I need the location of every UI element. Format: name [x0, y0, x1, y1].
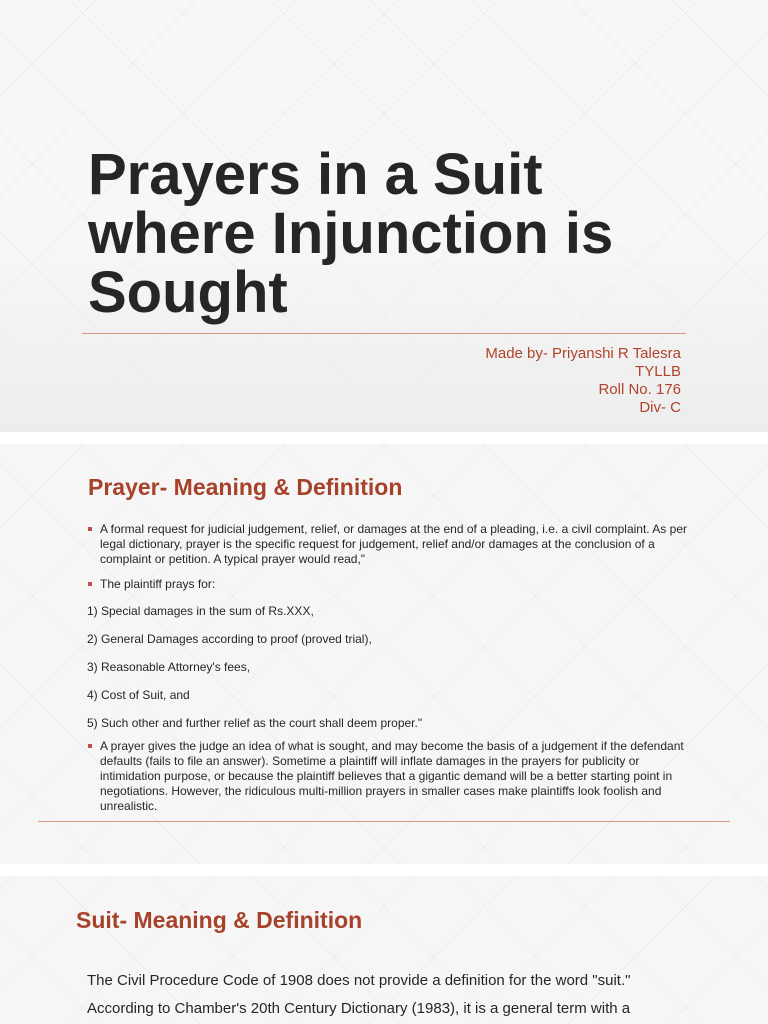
author-block — [485, 345, 681, 417]
footer-divider — [38, 821, 730, 822]
paragraph-line: The Civil Procedure Code of 1908 does not provide a definition for the word "suit." — [87, 972, 631, 989]
class-line: TYLLB — [635, 363, 681, 380]
bullet-marker — [88, 744, 92, 748]
author-line: Made by- Priyanshi R Talesra — [485, 345, 681, 362]
bullet-text: A formal request for judicial judgement, relief, or damages at the end of a pleading, i.e. a civil complaint. As per legal dictionary, prayer is the specific request for judgement, relief and/or damages at the conclusion of a complaint or petition. A typical prayer would read," — [100, 522, 687, 566]
division-line: Div- C — [639, 399, 681, 416]
list-item: 1) Special damages in the sum of Rs.XXX, — [87, 604, 314, 618]
suit-definition-slide — [0, 876, 768, 1024]
slide-body — [87, 522, 687, 824]
slide-title: Prayers in a Suit where Injunction is Sought — [88, 142, 614, 325]
paragraph-line: According to Chamber's 20th Century Dictionary (1983), it is a general term with a — [87, 1000, 631, 1017]
bullet-item — [87, 522, 687, 567]
list-item: 2) General Damages according to proof (proved trial), — [87, 632, 372, 646]
list-item: 4) Cost of Suit, and — [87, 688, 190, 702]
list-item: 5) Such other and further relief as the court shall deem proper." — [87, 716, 423, 730]
bullet-text: A prayer gives the judge an idea of what is sought, and may become the basis of a judgement if the defendant defaults (fails to file an answer). Sometime a plaintiff will inflate damages in the prayers for publicity or intimidation purpose, or because the plaintiff believes that a gigantic demand will be a better starting point in negotiations. However, the ridiculous multi-million prayers in smaller cases make plaintiffs look foolish and unrealistic. — [100, 739, 684, 813]
bullet-marker — [88, 582, 92, 586]
bullet-marker — [88, 527, 92, 531]
slide-heading: Prayer- Meaning & Definition — [88, 474, 403, 500]
slide-gap — [0, 432, 768, 444]
title-divider — [82, 333, 686, 334]
slide-gap — [0, 864, 768, 876]
prayer-definition-slide — [0, 444, 768, 864]
slide-paragraph — [87, 967, 687, 1023]
bullet-text: The plaintiff prays for: — [100, 577, 216, 591]
bullet-item — [87, 739, 687, 814]
list-item: 3) Reasonable Attorney's fees, — [87, 660, 251, 674]
bullet-item — [87, 577, 687, 592]
slide-heading: Suit- Meaning & Definition — [76, 907, 363, 933]
title-slide — [0, 0, 768, 432]
roll-line: Roll No. 176 — [598, 381, 681, 398]
